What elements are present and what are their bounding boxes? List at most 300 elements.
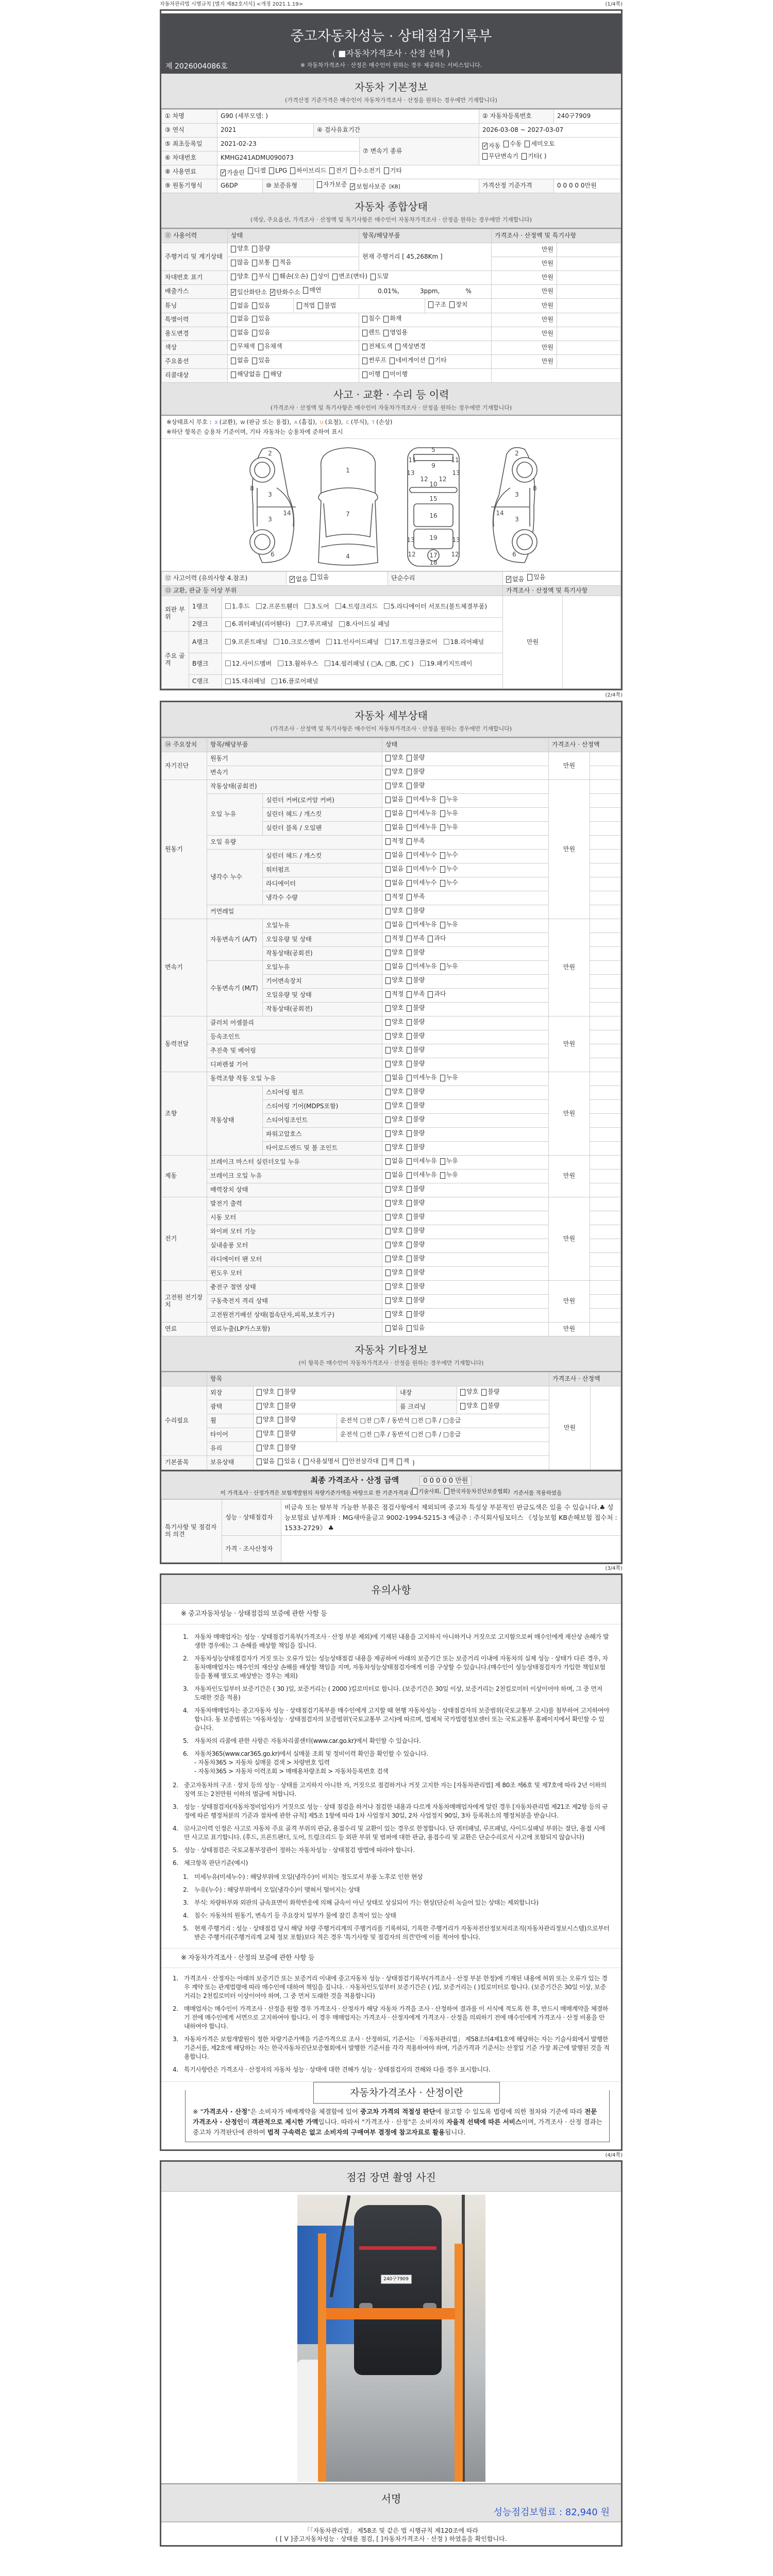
checkbox-option[interactable] [252,259,270,266]
checkbox[interactable] [407,852,412,859]
checkbox[interactable] [278,1459,283,1465]
checkbox[interactable] [257,1389,262,1396]
checkbox-option[interactable] [385,949,404,956]
note-cell[interactable] [590,1267,621,1281]
checkbox[interactable] [407,1256,412,1262]
checkbox[interactable] [407,1283,412,1290]
checkbox[interactable] [440,796,445,803]
checkbox-option[interactable] [371,273,389,280]
checkbox[interactable] [385,880,391,887]
checkbox[interactable] [272,679,277,684]
checkbox[interactable] [522,153,527,160]
part-checkbox-option[interactable] [326,637,379,647]
checkbox-option[interactable] [231,273,249,280]
note-cell[interactable] [557,271,621,285]
checkbox[interactable] [383,371,389,378]
checkbox[interactable]: ✓ [231,289,237,296]
checkbox-option[interactable] [407,1199,425,1207]
note-cell[interactable] [590,891,621,905]
note-cell[interactable] [590,1309,621,1323]
checkbox-option[interactable] [385,963,404,970]
note-cell[interactable] [590,836,621,850]
checkbox-option[interactable] [385,1227,404,1234]
note-cell[interactable] [590,989,621,1003]
checkbox-option[interactable] [385,1046,404,1054]
checkbox-option[interactable] [362,357,386,364]
checkbox[interactable] [385,1311,391,1318]
checkbox-option[interactable] [385,1283,404,1290]
checkbox-option[interactable] [440,810,458,817]
checkbox[interactable] [407,1061,412,1067]
checkbox-option[interactable] [428,991,446,998]
note-cell[interactable] [590,1003,621,1016]
note-cell[interactable] [590,947,621,961]
checkbox-option[interactable] [407,991,425,998]
checkbox-option[interactable] [231,357,249,364]
checkbox[interactable] [385,1256,391,1262]
checkbox[interactable] [449,301,455,308]
checkbox[interactable] [385,936,391,942]
checkbox-option[interactable] [407,1213,425,1221]
checkbox[interactable] [290,167,295,174]
note-cell[interactable] [590,1211,621,1225]
checkbox[interactable] [362,344,367,350]
checkbox-option[interactable] [311,273,329,280]
checkbox-option[interactable] [252,302,270,310]
checkbox[interactable] [412,1488,417,1495]
checkbox[interactable] [343,1459,348,1465]
checkbox-option[interactable] [482,153,518,160]
checkbox[interactable] [252,246,257,252]
checkbox[interactable] [407,1089,412,1095]
checkbox-option[interactable] [407,1130,425,1137]
checkbox[interactable] [362,371,367,378]
note-cell[interactable] [590,1253,621,1267]
checkbox-option[interactable] [440,1172,458,1179]
note-cell[interactable] [590,794,621,808]
checkbox[interactable] [395,344,400,350]
checkbox-option[interactable] [385,991,404,998]
checkbox[interactable] [274,639,279,645]
checkbox-option[interactable] [385,1311,404,1318]
checkbox-option[interactable] [407,977,425,984]
checkbox-option[interactable] [303,287,321,294]
checkbox-option[interactable] [258,343,282,350]
checkbox-option[interactable] [407,935,425,942]
checkbox-option[interactable] [385,1158,404,1165]
checkbox[interactable] [407,1130,412,1137]
checkbox[interactable] [231,260,236,266]
checkbox[interactable] [385,991,391,998]
note-cell[interactable] [590,1128,621,1142]
checkbox-option[interactable] [362,343,392,350]
note-cell[interactable] [557,257,621,271]
checkbox[interactable] [527,574,532,581]
part-checkbox-option[interactable] [225,637,267,647]
checkbox-option[interactable] [385,1269,404,1276]
checkbox[interactable] [385,1228,391,1234]
checkbox[interactable] [385,1144,391,1151]
checkbox-option[interactable] [383,329,408,336]
checkbox[interactable] [428,301,433,308]
checkbox[interactable] [428,936,433,942]
note-cell[interactable] [590,822,621,836]
checkbox[interactable] [332,274,338,280]
checkbox-option[interactable] [407,1241,425,1248]
checkbox-option[interactable] [385,1185,404,1193]
checkbox-option[interactable] [407,907,425,914]
note-cell[interactable] [590,850,621,863]
checkbox[interactable] [407,769,412,775]
checkbox[interactable] [385,1075,391,1081]
checkbox-option[interactable] [278,1416,296,1423]
checkbox-option[interactable] [407,1158,436,1165]
appraiser-opinion[interactable] [281,1536,621,1563]
checkbox-option[interactable] [407,963,436,970]
checkbox[interactable] [339,621,345,627]
checkbox-option[interactable] [350,183,386,191]
checkbox-option[interactable] [407,1269,425,1276]
checkbox-option[interactable] [257,1444,275,1451]
checkbox-option[interactable] [252,315,270,323]
checkbox[interactable] [385,1214,391,1221]
note-cell[interactable] [590,766,621,780]
checkbox[interactable] [385,950,391,956]
note-cell[interactable] [557,327,621,341]
checkbox-option[interactable] [407,768,425,775]
checkbox-option[interactable] [503,141,522,148]
checkbox-option[interactable] [362,371,380,378]
checkbox-option[interactable] [407,866,436,873]
part-checkbox-option[interactable] [272,676,318,686]
checkbox[interactable] [385,1186,391,1193]
checkbox[interactable] [264,371,269,378]
note-cell[interactable] [591,1386,621,1470]
checkbox[interactable] [335,603,341,609]
checkbox-option[interactable] [429,357,447,364]
checkbox-option[interactable] [385,810,404,817]
checkbox[interactable]: ✓ [507,575,512,583]
part-checkbox-option[interactable] [297,619,333,629]
checkbox-option[interactable] [407,810,436,817]
part-checkbox-option[interactable] [225,659,272,668]
checkbox[interactable] [407,908,412,914]
checkbox[interactable] [385,977,391,984]
checkbox-option[interactable] [221,170,245,177]
checkbox-option[interactable] [460,1388,478,1396]
checkbox-option[interactable] [290,576,308,583]
checkbox[interactable]: ✓ [290,575,295,583]
checkbox[interactable] [407,1005,412,1012]
checkbox[interactable] [444,639,449,645]
checkbox-option[interactable] [329,167,347,175]
checkbox-option[interactable] [407,1088,425,1095]
checkbox-option[interactable] [252,329,270,336]
checkbox[interactable] [258,344,263,350]
checkbox[interactable] [407,1172,412,1179]
checkbox[interactable] [297,302,302,309]
note-cell[interactable] [590,863,621,877]
checkbox[interactable] [397,1459,402,1465]
checkbox-option[interactable] [407,824,436,831]
checkbox[interactable] [482,153,488,160]
part-checkbox-option[interactable] [385,637,438,647]
note-cell[interactable] [590,1156,621,1170]
checkbox-option[interactable] [385,1325,404,1332]
checkbox[interactable] [440,1158,445,1165]
checkbox[interactable] [385,894,391,901]
checkbox[interactable] [311,274,316,280]
checkbox-option[interactable] [270,289,300,296]
checkbox-option[interactable] [350,167,380,175]
checkbox[interactable]: ✓ [350,183,356,190]
note-cell[interactable] [590,1197,621,1211]
checkbox-option[interactable] [385,1241,404,1248]
checkbox[interactable] [273,260,278,266]
checkbox-option[interactable] [407,949,425,956]
note-cell[interactable] [557,313,621,327]
checkbox-option[interactable] [407,1311,425,1318]
checkbox[interactable] [407,922,412,928]
checkbox-option[interactable] [385,838,404,845]
checkbox[interactable] [385,810,391,817]
checkbox-option[interactable] [440,1074,458,1081]
checkbox[interactable] [269,167,274,174]
checkbox-option[interactable] [231,259,249,266]
checkbox-option[interactable] [440,852,458,859]
note-cell[interactable] [557,299,621,313]
checkbox-option[interactable] [257,1416,275,1423]
checkbox-option[interactable] [248,167,266,175]
checkbox-option[interactable] [231,315,249,323]
note-cell[interactable] [590,1058,621,1072]
note-cell[interactable] [590,975,621,989]
checkbox[interactable] [385,1116,391,1123]
checkbox[interactable] [318,302,323,309]
note-cell[interactable] [590,919,621,933]
checkbox-option[interactable] [385,893,404,901]
checkbox[interactable] [407,866,412,873]
checkbox[interactable] [481,1403,486,1410]
checkbox-option[interactable] [385,866,404,873]
checkbox-option[interactable] [252,273,270,280]
checkbox-option[interactable] [428,301,446,309]
checkbox-option[interactable] [444,1487,510,1495]
checkbox-option[interactable] [290,167,326,175]
checkbox[interactable]: ✓ [270,289,276,296]
checkbox-option[interactable] [460,1402,478,1410]
checkbox[interactable] [225,639,231,645]
checkbox-option[interactable] [278,1402,296,1410]
checkbox-option[interactable] [385,1297,404,1304]
part-checkbox-option[interactable] [305,602,329,611]
checkbox-option[interactable] [397,1458,409,1465]
checkbox-option[interactable] [440,796,458,803]
checkbox[interactable] [385,852,391,859]
checkbox[interactable] [350,167,356,174]
checkbox-option[interactable] [385,1088,404,1095]
checkbox[interactable] [257,1431,262,1437]
checkbox-option[interactable] [407,1032,425,1040]
checkbox[interactable] [225,603,231,609]
checkbox[interactable] [444,1488,449,1495]
checkbox[interactable] [407,1075,412,1081]
checkbox-option[interactable] [407,838,425,845]
checkbox[interactable] [303,287,308,294]
checkbox[interactable] [385,1200,391,1207]
checkbox-option[interactable] [362,315,380,323]
checkbox-option[interactable] [527,574,545,581]
part-checkbox-option[interactable] [225,602,250,611]
checkbox[interactable] [257,1417,262,1423]
checkbox-option[interactable] [428,935,446,942]
checkbox-option[interactable] [407,754,425,761]
checkbox-option[interactable] [231,302,249,310]
checkbox[interactable] [385,796,391,803]
checkbox[interactable] [362,358,367,364]
checkbox[interactable] [382,1459,387,1465]
checkbox-option[interactable] [385,1074,404,1081]
checkbox-option[interactable] [385,1144,404,1151]
note-cell[interactable] [590,1044,621,1058]
checkbox[interactable] [385,1269,391,1276]
checkbox-option[interactable] [311,574,329,581]
checkbox[interactable] [407,1019,412,1026]
note-cell[interactable] [557,285,621,299]
checkbox-option[interactable] [385,768,404,775]
checkbox-option[interactable] [278,1458,300,1465]
checkbox-option[interactable] [407,1102,425,1109]
checkbox[interactable] [252,316,257,323]
checkbox-option[interactable] [385,907,404,914]
checkbox[interactable] [407,838,412,845]
checkbox[interactable] [385,1033,391,1040]
checkbox-option[interactable] [304,1458,340,1465]
checkbox-option[interactable] [385,852,404,859]
checkbox-option[interactable] [407,1172,436,1179]
checkbox-option[interactable] [407,921,436,928]
checkbox[interactable] [385,1242,391,1248]
checkbox-option[interactable] [440,879,458,887]
note-cell[interactable] [590,1170,621,1183]
note-cell[interactable] [590,1323,621,1336]
checkbox-option[interactable] [231,245,249,252]
checkbox-option[interactable] [385,824,404,831]
note-cell[interactable] [590,752,621,766]
checkbox[interactable] [407,1200,412,1207]
note-cell[interactable] [557,355,621,369]
checkbox[interactable] [304,1459,309,1465]
checkbox[interactable] [225,679,231,684]
checkbox-option[interactable] [385,1005,404,1012]
checkbox[interactable]: ✓ [483,142,488,149]
checkbox[interactable] [440,810,445,817]
checkbox[interactable] [460,1389,465,1396]
checkbox[interactable] [407,1116,412,1123]
checkbox-option[interactable] [407,852,436,859]
checkbox[interactable] [252,302,257,309]
note-cell[interactable] [590,1100,621,1114]
checkbox-option[interactable] [407,1019,425,1026]
checkbox[interactable] [371,274,376,280]
note-cell[interactable] [590,1295,621,1309]
checkbox-option[interactable] [407,1144,425,1151]
part-checkbox-option[interactable] [225,676,265,686]
note-cell[interactable] [590,1239,621,1253]
checkbox[interactable] [385,1019,391,1026]
checkbox-option[interactable] [407,1255,425,1262]
checkbox[interactable] [440,1172,445,1179]
checkbox[interactable] [362,330,367,336]
checkbox[interactable] [383,316,389,323]
checkbox[interactable] [440,866,445,873]
note-cell[interactable] [590,933,621,947]
checkbox-option[interactable] [385,1172,404,1179]
checkbox[interactable] [385,866,391,873]
checkbox-option[interactable] [440,963,458,970]
checkbox-option[interactable] [385,879,404,887]
checkbox[interactable] [231,330,236,336]
part-checkbox-option[interactable] [335,602,378,611]
checkbox[interactable] [407,1228,412,1234]
part-checkbox-option[interactable] [256,602,298,611]
checkbox[interactable] [383,330,389,336]
checkbox[interactable]: ✓ [221,169,226,176]
checkbox[interactable] [231,371,236,378]
checkbox-option[interactable] [385,1130,404,1137]
note-cell[interactable] [557,243,621,257]
checkbox-option[interactable] [449,301,467,309]
part-checkbox-option[interactable] [339,619,390,629]
checkbox[interactable] [278,660,283,666]
note-cell[interactable] [590,1142,621,1156]
checkbox[interactable] [273,274,278,280]
checkbox[interactable] [231,316,236,323]
note-cell[interactable] [590,1225,621,1239]
checkbox-option[interactable] [385,935,404,942]
note-cell[interactable] [590,780,621,794]
checkbox[interactable] [385,1089,391,1095]
checkbox[interactable] [407,1214,412,1221]
note-cell[interactable] [590,961,621,975]
checkbox[interactable] [407,1297,412,1304]
checkbox[interactable] [407,755,412,761]
checkbox[interactable] [407,1103,412,1109]
checkbox[interactable] [385,1158,391,1165]
checkbox[interactable] [385,1130,391,1137]
checkbox[interactable] [385,639,391,645]
checkbox[interactable] [385,1325,391,1332]
checkbox[interactable] [248,167,253,174]
checkbox[interactable] [407,1242,412,1248]
checkbox[interactable] [460,1403,465,1410]
checkbox[interactable] [407,950,412,956]
checkbox[interactable] [440,1075,445,1081]
note-cell[interactable] [590,1086,621,1100]
checkbox[interactable] [252,358,257,364]
checkbox[interactable] [385,824,391,831]
checkbox-option[interactable] [407,1005,425,1012]
checkbox-option[interactable] [407,782,425,789]
checkbox[interactable] [329,167,334,174]
part-checkbox-option[interactable] [278,659,318,668]
checkbox-option[interactable] [332,273,367,280]
checkbox-option[interactable] [440,866,458,873]
checkbox[interactable] [256,603,262,609]
checkbox-option[interactable] [407,1185,425,1193]
checkbox-option[interactable] [257,1458,275,1465]
checkbox[interactable] [503,141,509,147]
